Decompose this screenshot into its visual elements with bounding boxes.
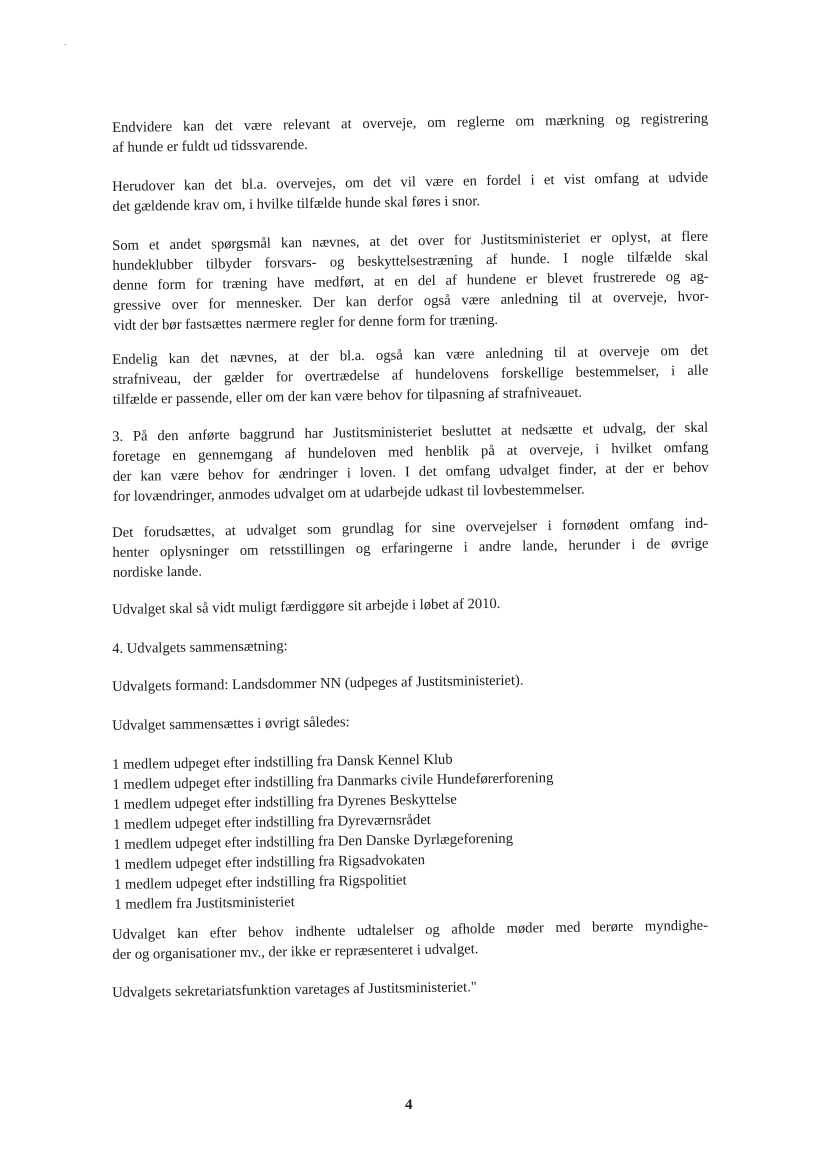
list-item: 1 medlem udpeget efter indstilling fra Dansk Kennel Klub [112,751,453,773]
scan-speck [64,44,66,45]
text-line: 4. Udvalgets sammensætning: [112,638,288,657]
text-line: Udvalgets formand: Landsdommer NN (udpeges af Justitsministeriet). [112,672,524,695]
text-line: Herudover kan det bl.a. overvejes, om det vil være en fordel i et vist omfang at udvide [112,169,709,195]
text-line: Udvalget kan efter behov indhente udtalelser og afholde møder med berørte myndighe- [112,917,709,943]
text-line: 3. På den anførte baggrund har Justitsministeriet besluttet at nedsætte et udvalg, der skal [112,419,709,445]
text-line: denne form for træning have medført, at en del af hundene er blevet frustrerede og ag- [112,268,709,294]
member-list [112,746,710,915]
paragraph-deadline [112,591,708,620]
text-line: strafniveau, der gælder for overtrædelse af hundelovens forskellige bestemmelser, i alle [112,362,709,388]
text-line: Udvalgets sekretariatsfunktion varetages af Justitsministeriet." [112,979,477,1001]
section-4-heading [112,630,708,659]
text-line: gressive over for mennesker. Der kan derfor også være anledning til at overveje, hvor- [112,288,710,314]
list-item: 1 medlem udpeget efter indstilling fra Dyreværnsrådet [112,812,431,833]
text-line: Endelig kan det nævnes, at der bl.a. også kan være anledning til at overveje om det [112,342,709,368]
text-line: tilfælde er passende, eller om der kan være behov for tilpasning af strafniveauet. [112,384,583,408]
list-item: 1 medlem udpeget efter indstilling fra Danmarks civile Hundeførerforening [112,770,554,793]
text-line: nordiske lande. [112,563,203,581]
paragraph-other-countries [112,514,709,583]
text-line: henter oplysninger om retsstillingen og erfaringerne i andre lande, herunder i de øvrige [112,535,709,561]
text-line: Endvidere kan det være relevant at overveje, om reglerne om mærkning og registrering [112,110,709,136]
paragraph-secretariat [112,974,708,1003]
list-item: 1 medlem udpeget efter indstilling fra Rigsadvokaten [113,852,426,873]
text-line: Det forudsættes, at udvalget som grundlag for sine overvejelser i fornødent omfang ind- [112,515,709,541]
text-line: der kan være behov for ændringer i loven. I det omfang udvalget finder, at der er behov [112,459,709,485]
text-line: for lovændringer, anmodes udvalget om at udarbejde udkast til lovbestemmelser. [112,481,585,505]
paragraph-statements-meetings [112,916,709,965]
text-line: det gældende krav om, i hvilke tilfælde hunde skal føres i snor. [112,193,481,215]
text-line: Udvalget skal så vidt muligt færdiggøre sit arbejde i løbet af 2010. [112,595,501,618]
paragraph-composition-intro [112,707,708,736]
paragraph-chairman [112,668,708,697]
page-number: 4 [405,1097,413,1113]
paragraph-section-3-committee [112,418,709,507]
text-line: Udvalget sammensættes i øvrigt således: [112,714,350,734]
list-item: 1 medlem udpeget efter indstilling fra Den Danske Dyrlægeforening [113,830,514,853]
text-line: Som et andet spørgsmål kan nævnes, at det over for Justitsministeriet er oplyst, at flere [112,228,709,254]
paragraph-penalty-level [112,341,709,410]
list-item: 1 medlem udpeget efter indstilling fra Dyrenes Beskyttelse [112,791,457,813]
text-line: hundeklubber tilbyder forsvars- og beskyttelsestræning af hunde. I nogle tilfælde skal [112,248,709,274]
text-line: der og organisationer mv., der ikke er repræsenteret i udvalget. [112,941,479,963]
text-line: foretage en gennemgang af hundeloven med henblik på at overveje, i hvilket omfang [112,439,709,465]
paragraph-marking-registration [112,109,709,158]
text-line: vidt der bør fastsættes nærmere regler for denne form for træning. [113,311,499,334]
list-item: 1 medlem fra Justitsministeriet [114,894,295,913]
paragraph-protection-training [112,227,709,336]
paragraph-leash-requirement [112,168,709,217]
text-line: af hunde er fuldt ud tidssvarende. [112,136,308,156]
list-item: 1 medlem udpeget efter indstilling fra Rigspolitiet [113,872,407,893]
